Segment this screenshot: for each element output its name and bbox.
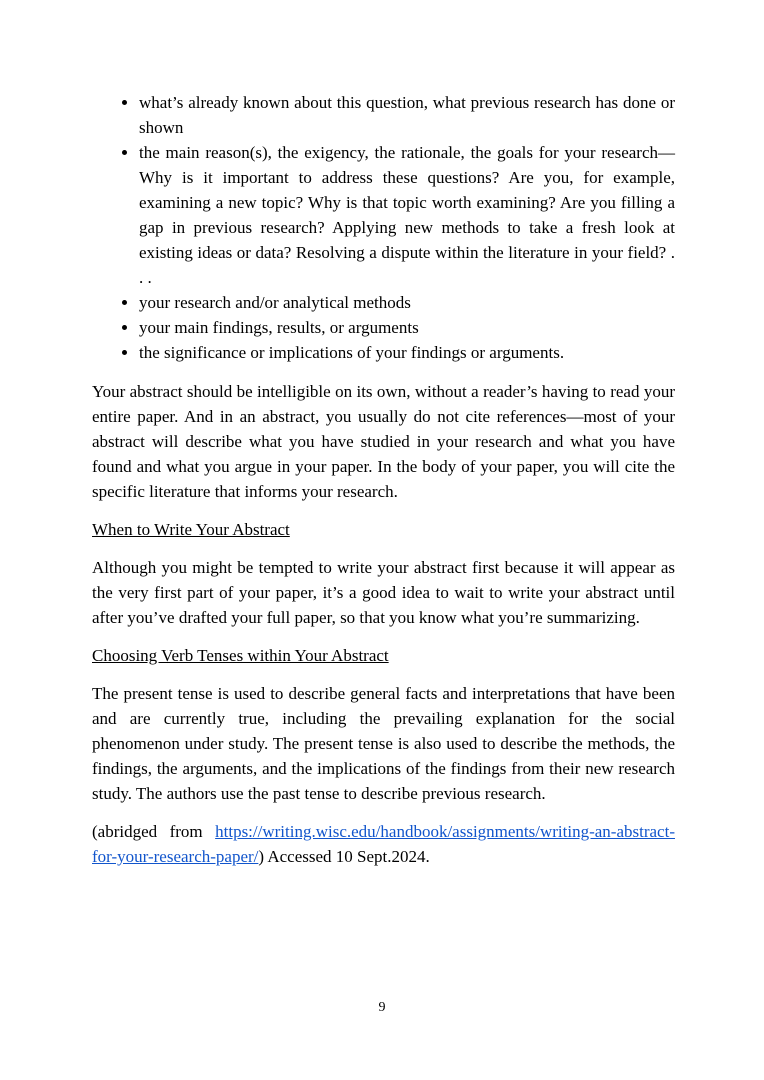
list-item: • the main reason(s), the exigency, the rationale, the goals for your research—Why is it important to address these questions? Are you, for example, examining a new topic? Why is that topic worth examining? Are you filling a gap in previous research? Applying new methods to take a fresh look at existing ideas or data? Resolving a dispute within the literature in your field? . . . [139,140,675,290]
list-item: • your research and/or analytical methods [139,290,675,315]
heading-verb-tenses: Choosing Verb Tenses within Your Abstract [92,646,389,665]
heading-when-to-write: When to Write Your Abstract [92,520,290,539]
list-item: • what’s already known about this question, what previous research has done or shown [139,90,675,140]
bullet-list [92,90,675,365]
paragraph-when-to-write: Although you might be tempted to write your abstract first because it will appear as the very first part of your paper, it’s a good idea to wait to write your abstract until after you’ve drafted your full paper, so that you know what you’re summarizing. [92,558,675,627]
source-paragraph [92,819,675,869]
page-number: 9 [378,1000,386,1015]
paragraph-verb-tenses: The present tense is used to describe general facts and interpretations that have been and are currently true, including the prevailing explanation for the social phenomenon under study. The present tense is also used to describe the methods, the findings, the arguments, and the implications of the findings from their new research study. The authors use the past tense to describe previous research. [92,684,675,803]
paragraph-abstract-intelligible: Your abstract should be intelligible on its own, without a reader’s having to read your entire paper. And in an abstract, you usually do not cite references—most of your abstract will describe what you have studied in your research and what you have found and what you argue in your paper. In the body of your paper, you will cite the specific literature that informs your research. [92,382,675,501]
source-link[interactable]: https://writing.wisc.edu/handbook/assignments/writing-an-abstract-for-your-research-paper/ [92,822,675,866]
list-item: • your main findings, results, or arguments [139,315,675,340]
source-suffix: ) Accessed 10 Sept.2024. [258,847,430,866]
list-item: • the significance or implications of your findings or arguments. [139,340,675,365]
source-prefix: (abridged from [92,822,216,841]
